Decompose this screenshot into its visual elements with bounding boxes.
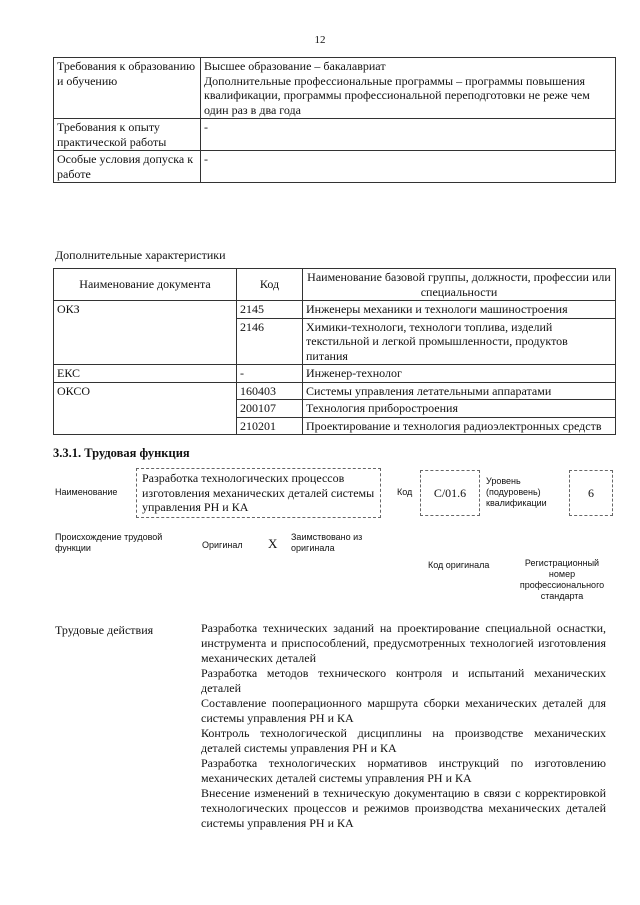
name-cell: Инженер-технолог xyxy=(303,365,616,383)
name-cell: Инженеры механики и технологи машиностроения xyxy=(303,301,616,319)
requirement-label: Особые условия допуска к работе xyxy=(54,151,201,183)
registration-number-label: Регистрационный номер профессионального стандарта xyxy=(519,558,605,601)
name-cell: Системы управления летательными аппаратами xyxy=(303,382,616,400)
code-label: Код xyxy=(397,487,413,497)
requirements-table xyxy=(53,57,616,183)
original-mark: X xyxy=(268,536,278,551)
code-cell: 160403 xyxy=(237,382,303,400)
function-name-box: Разработка технологических процессов изготовления механических деталей системы управления РН и КА xyxy=(136,468,381,518)
page-number: 12 xyxy=(314,34,326,46)
original-label: Оригинал xyxy=(202,540,243,550)
requirement-value: - xyxy=(201,119,616,151)
code-value-box: C/01.6 xyxy=(420,470,480,516)
function-title: 3.3.1. Трудовая функция xyxy=(53,446,190,460)
requirement-value xyxy=(201,58,616,119)
table-row xyxy=(54,301,616,319)
requirement-line: Высшее образование – бакалавриат xyxy=(204,59,386,73)
requirement-value: - xyxy=(201,151,616,183)
column-header: Код xyxy=(237,269,303,301)
actions-label: Трудовые действия xyxy=(55,623,154,637)
list-item: Разработка технологических нормативов инструкций по изготовлению механических деталей системы управления РН и КА xyxy=(201,756,606,785)
doc-cell: ЕКС xyxy=(54,365,237,383)
level-value-box: 6 xyxy=(569,470,613,516)
code-original-label: Код оригинала xyxy=(428,560,490,570)
table-row xyxy=(54,119,616,151)
list-item: Разработка методов технического контроля и испытаний механических деталей xyxy=(201,666,606,695)
list-item: Составление пооперационного маршрута сборки механических деталей для системы управления РН и КА xyxy=(201,696,606,725)
table-header-row xyxy=(54,269,616,301)
code-cell: - xyxy=(237,365,303,383)
doc-cell: ОКЗ xyxy=(54,301,237,365)
code-cell: 210201 xyxy=(237,417,303,435)
table-row xyxy=(54,151,616,183)
section-caption: Дополнительные характеристики xyxy=(55,248,226,262)
code-cell: 2146 xyxy=(237,318,303,365)
table-row xyxy=(54,365,616,383)
origin-label: Происхождение трудовой функции xyxy=(55,532,163,553)
name-cell: Технология приборостроения xyxy=(303,400,616,418)
column-header: Наименование базовой группы, должности, профессии или специальности xyxy=(303,269,616,301)
column-header: Наименование документа xyxy=(54,269,237,301)
list-item: Контроль технологической дисциплины на производстве механических деталей системы управления РН и КА xyxy=(201,726,606,755)
additional-characteristics-table xyxy=(53,268,616,435)
list-item: Внесение изменений в техническую документацию в связи с корректировкой технологических процессов и режимов производства механических деталей системы управления РН и КА xyxy=(201,786,606,830)
table-row xyxy=(54,58,616,119)
code-cell: 200107 xyxy=(237,400,303,418)
requirement-label: Требования к образованию и обучению xyxy=(54,58,201,119)
borrowed-label: Заимствовано из оригинала xyxy=(291,532,363,553)
list-item: Разработка технических заданий на проектирование специальной оснастки, инструмента и приспособлений, предусмотренных технологией изготовления механических деталей xyxy=(201,621,606,665)
code-cell: 2145 xyxy=(237,301,303,319)
requirement-line: Дополнительные профессиональные программы – программы повышения квалификации, программы профессиональной переподготовки не реже чем один раз в два года xyxy=(204,73,590,117)
doc-cell: ОКСО xyxy=(54,382,237,435)
table-row xyxy=(54,382,616,400)
name-cell: Проектирование и технология радиоэлектронных средств xyxy=(303,417,616,435)
level-label: Уровень (подуровень) квалификации xyxy=(486,476,547,508)
name-cell: Химики-технологи, технологи топлива, изделий текстильной и легкой промышленности, продуктов питания xyxy=(303,318,616,365)
requirement-label: Требования к опыту практической работы xyxy=(54,119,201,151)
actions-list xyxy=(201,621,606,831)
name-label: Наименование xyxy=(55,487,118,497)
